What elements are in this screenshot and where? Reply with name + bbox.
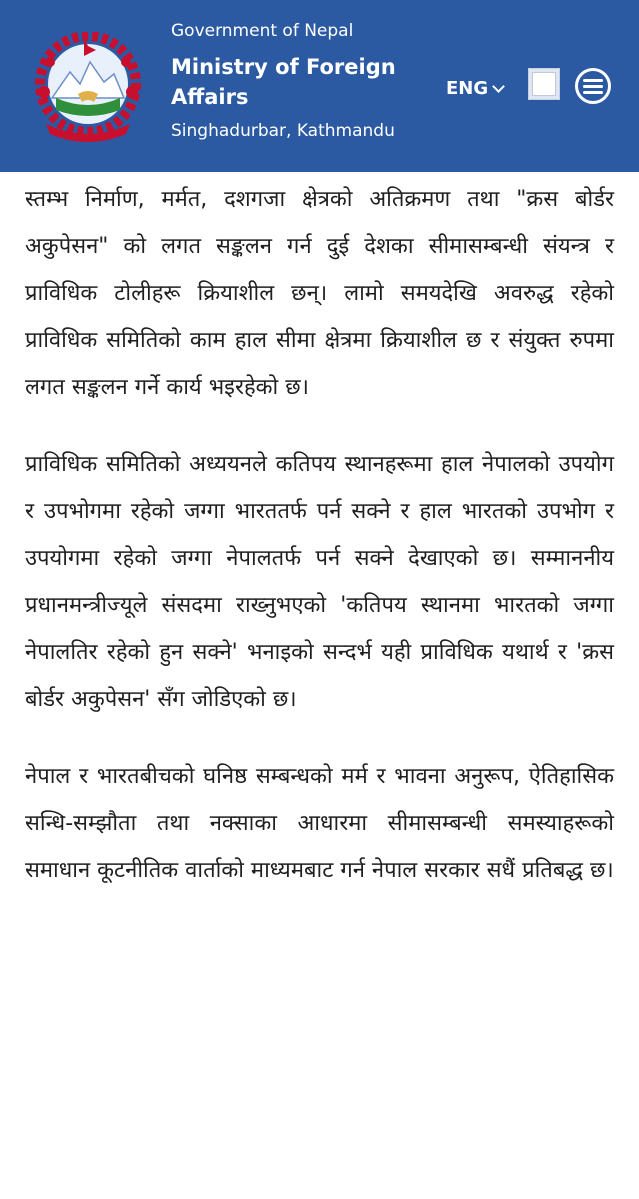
menu-icon bbox=[583, 79, 603, 82]
ministry-title[interactable]: Ministry of Foreign Affairs bbox=[171, 55, 396, 109]
paragraph-2: प्राविधिक समितिको अध्ययनले कतिपय स्थानहरूमा हाल नेपालको उपयोग र उपभोगमा रहेको जग्गा भारततर्फ पर्न सक्ने र हाल भारतको उपभोग र उपयोगमा रहेको जग्गा नेपालतर्फ पर्न सक्ने देखाएको छ। सम्माननीय प्रधानमन्त्रीज्यूले संसदमा राख्नुभएको 'कतिपय स्थानमा भारतको जग्गा नेपालतिर रहेको हुन सक्ने' भनाइको सन्दर्भ यही प्राविधिक यथार्थ र 'क्रस बोर्डर अकुपेसन' सँग जोडिएको छ। bbox=[25, 452, 614, 712]
language-label: ENG bbox=[446, 78, 489, 99]
menu-icon bbox=[583, 85, 603, 88]
search-icon bbox=[532, 72, 556, 96]
chevron-down-icon bbox=[492, 80, 505, 93]
ministry-address: Singhadurbar, Kathmandu bbox=[171, 121, 395, 141]
article-body bbox=[25, 176, 614, 924]
site-header bbox=[0, 0, 639, 172]
menu-button[interactable] bbox=[575, 68, 611, 104]
menu-icon bbox=[583, 91, 603, 94]
paragraph-1: स्तम्भ निर्माण, मर्मत, दशगजा क्षेत्रको अतिक्रमण तथा "क्रस बोर्डर अकुपेसन" को लगत सङ्कलन गर्न दुई देशका सीमासम्बन्धी संयन्त्र र प्राविधिक टोलीहरू क्रियाशील छन्। लामो समयदेखि अवरुद्ध रहेको प्राविधिक समितिको काम हाल सीमा क्षेत्रमा क्रियाशील छ र संयुक्त रुपमा लगत सङ्कलन गर्ने कार्य भइरहेको छ। bbox=[25, 187, 614, 400]
paragraph-3: नेपाल र भारतबीचको घनिष्ठ सम्बन्धको मर्म र भावना अनुरूप, ऐतिहासिक सन्धि-सम्झौता तथा नक्साका आधारमा सीमासम्बन्धी समस्याहरूको समाधान कूटनीतिक वार्ताको माध्यमबाट गर्न नेपाल सरकार सधैं प्रतिबद्ध छ। bbox=[25, 764, 614, 883]
organization-info bbox=[171, 18, 421, 144]
nepal-emblem-icon[interactable] bbox=[26, 32, 150, 144]
government-title: Government of Nepal bbox=[171, 21, 354, 41]
search-button[interactable] bbox=[528, 68, 560, 100]
language-selector[interactable] bbox=[446, 78, 503, 99]
